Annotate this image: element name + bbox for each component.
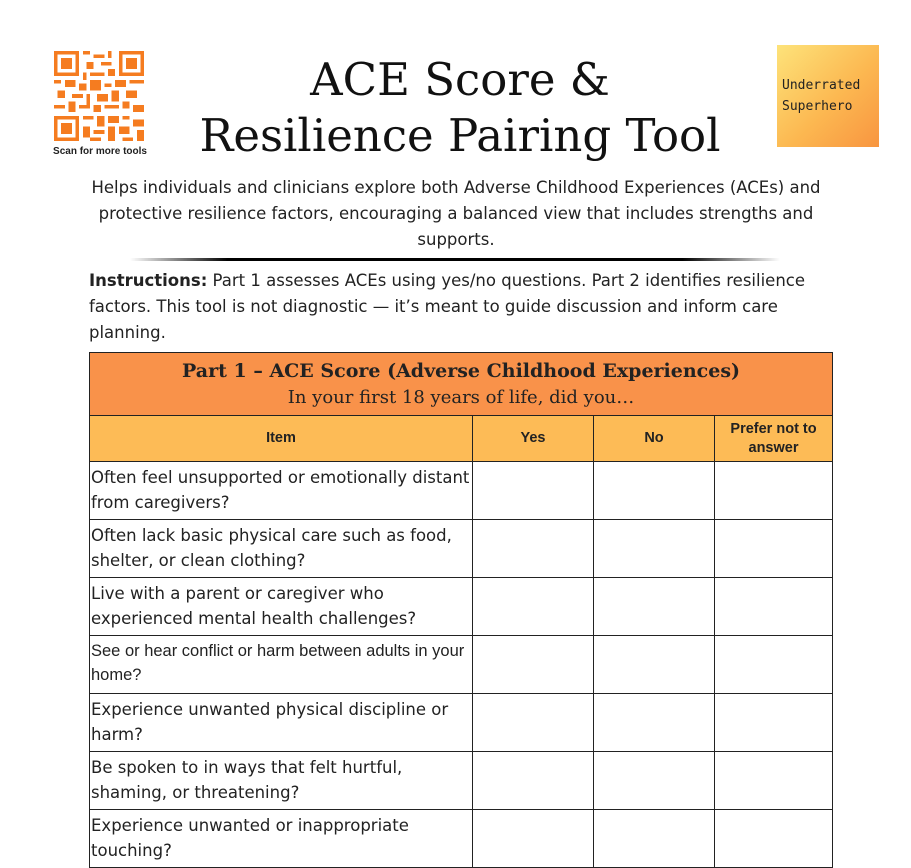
column-header-prefer-not: Prefer not to answer	[715, 416, 833, 462]
tool-description: Helps individuals and clinicians explore both Adverse Childhood Experiences (ACEs) and protective resilience factors, encouraging a balanced view that includes strengths and supports.	[91, 178, 821, 249]
title-line-2: Resilience Pairing Tool	[199, 109, 721, 162]
qr-code	[53, 51, 145, 141]
no-cell[interactable]	[594, 752, 715, 810]
item-text: Often feel unsupported or emotionally distant from caregivers?	[90, 462, 473, 520]
no-cell[interactable]	[594, 694, 715, 752]
column-header-item: Item	[90, 416, 473, 462]
item-text: Often lack basic physical care such as food, shelter, or clean clothing?	[90, 520, 473, 578]
part-1-title: Part 1 – ACE Score (Adverse Childhood Experiences)	[182, 360, 741, 382]
divider	[130, 258, 780, 261]
column-header-yes: Yes	[473, 416, 594, 462]
prefer-not-cell[interactable]	[715, 694, 833, 752]
table-row	[90, 752, 833, 810]
no-cell[interactable]	[594, 520, 715, 578]
no-cell[interactable]	[594, 636, 715, 694]
logo-line-1: Underrated	[782, 78, 861, 93]
yes-cell[interactable]	[473, 810, 594, 868]
yes-cell[interactable]	[473, 694, 594, 752]
table-row	[90, 578, 833, 636]
yes-cell[interactable]	[473, 578, 594, 636]
part-1-header	[90, 353, 833, 416]
column-header-no: No	[594, 416, 715, 462]
prefer-not-cell[interactable]	[715, 636, 833, 694]
logo-line-2: Superhero	[782, 99, 853, 114]
title-line-1: ACE Score &	[310, 53, 610, 106]
prefer-not-cell[interactable]	[715, 462, 833, 520]
qr-caption: Scan for more tools	[53, 146, 147, 157]
table-row	[90, 694, 833, 752]
no-cell[interactable]	[594, 810, 715, 868]
table-row	[90, 810, 833, 868]
prefer-not-cell[interactable]	[715, 578, 833, 636]
item-text: Experience unwanted or inappropriate touching?	[90, 810, 473, 868]
part-1-subtitle: In your first 18 years of life, did you…	[287, 387, 635, 408]
instructions-text: Part 1 assesses ACEs using yes/no questions. Part 2 identifies resilience factors. This tool is not diagnostic — it’s meant to guide discussion and inform care planning.	[89, 271, 806, 342]
yes-cell[interactable]	[473, 520, 594, 578]
item-text: Experience unwanted physical discipline or harm?	[90, 694, 473, 752]
yes-cell[interactable]	[473, 462, 594, 520]
prefer-not-cell[interactable]	[715, 810, 833, 868]
brand-logo	[777, 45, 879, 147]
table-row	[90, 636, 833, 694]
item-text: Be spoken to in ways that felt hurtful, shaming, or threatening?	[90, 752, 473, 810]
table-row	[90, 462, 833, 520]
prefer-not-cell[interactable]	[715, 752, 833, 810]
item-text: Live with a parent or caregiver who experienced mental health challenges?	[90, 578, 473, 636]
no-cell[interactable]	[594, 578, 715, 636]
prefer-not-cell[interactable]	[715, 520, 833, 578]
ace-score-table	[89, 352, 833, 868]
yes-cell[interactable]	[473, 636, 594, 694]
page-title	[180, 52, 740, 164]
instructions	[89, 268, 839, 346]
no-cell[interactable]	[594, 462, 715, 520]
yes-cell[interactable]	[473, 752, 594, 810]
table-row	[90, 520, 833, 578]
instructions-label: Instructions:	[89, 271, 208, 290]
item-text: See or hear conflict or harm between adults in your home?	[90, 636, 473, 694]
